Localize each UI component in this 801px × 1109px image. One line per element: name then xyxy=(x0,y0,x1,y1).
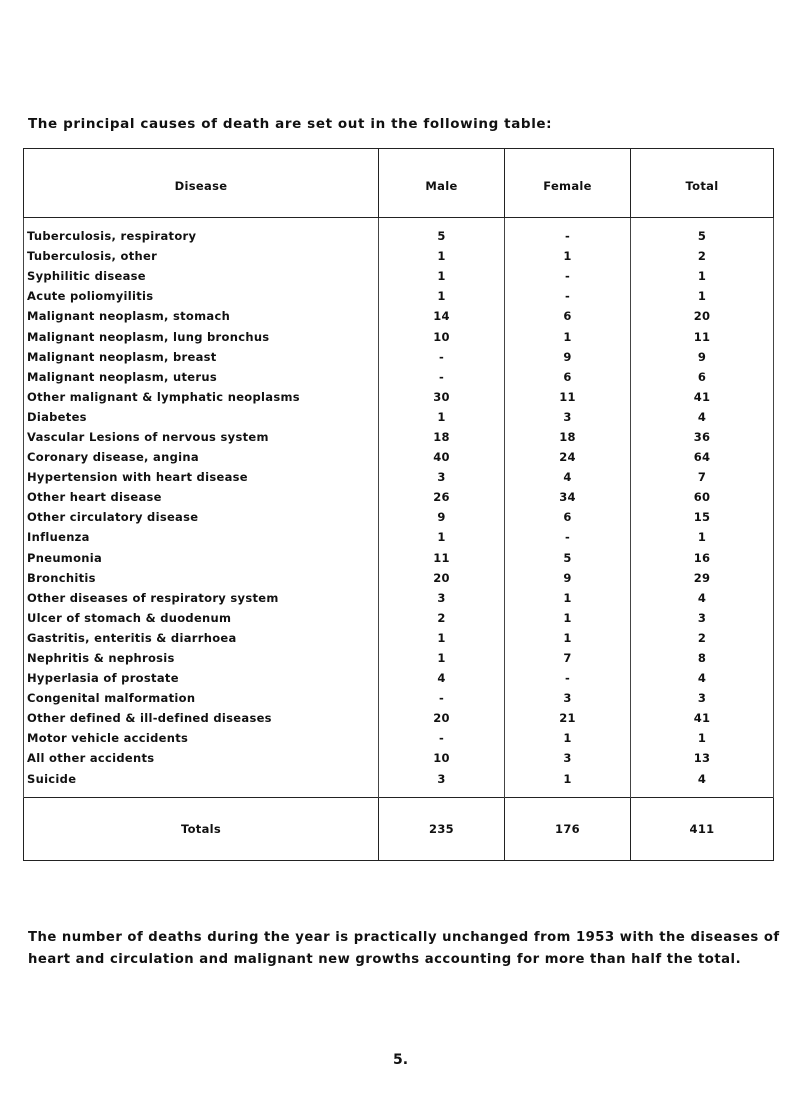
cell-male: 40 xyxy=(379,447,505,467)
cell-disease: Pneumonia xyxy=(24,548,379,568)
cell-male: 1 xyxy=(379,407,505,427)
table-row xyxy=(24,286,774,306)
cell-total: 13 xyxy=(631,748,774,768)
cell-disease: Malignant neoplasm, uterus xyxy=(24,367,379,387)
cell-disease: Malignant neoplasm, stomach xyxy=(24,306,379,326)
cell-total: 20 xyxy=(631,306,774,326)
cell-female: 24 xyxy=(505,447,631,467)
table-row xyxy=(24,708,774,728)
cell-female: 1 xyxy=(505,608,631,628)
cell-total: 2 xyxy=(631,628,774,648)
table-row xyxy=(24,588,774,608)
table-row xyxy=(24,427,774,447)
cell-total: 1 xyxy=(631,266,774,286)
cell-female: 5 xyxy=(505,548,631,568)
table-row xyxy=(24,527,774,547)
cell-disease: Other circulatory disease xyxy=(24,507,379,527)
cell-female: 9 xyxy=(505,568,631,588)
table-row xyxy=(24,548,774,568)
table-row xyxy=(24,367,774,387)
cell-male: 2 xyxy=(379,608,505,628)
cell-male: 9 xyxy=(379,507,505,527)
cell-total: 3 xyxy=(631,688,774,708)
table-row xyxy=(24,568,774,588)
table-row xyxy=(24,246,774,266)
totals-total: 411 xyxy=(631,797,774,860)
table-row xyxy=(24,447,774,467)
cell-total: 60 xyxy=(631,487,774,507)
cell-female: 1 xyxy=(505,769,631,798)
cell-disease: Other diseases of respiratory system xyxy=(24,588,379,608)
cell-disease: Tuberculosis, other xyxy=(24,246,379,266)
cell-disease: Hypertension with heart disease xyxy=(24,467,379,487)
cell-total: 11 xyxy=(631,326,774,346)
cell-male: 1 xyxy=(379,286,505,306)
cell-total: 64 xyxy=(631,447,774,467)
cell-disease: Vascular Lesions of nervous system xyxy=(24,427,379,447)
cell-disease: Syphilitic disease xyxy=(24,266,379,286)
cell-total: 7 xyxy=(631,467,774,487)
cell-female: 34 xyxy=(505,487,631,507)
table-row xyxy=(24,608,774,628)
cell-male: - xyxy=(379,688,505,708)
cell-total: 4 xyxy=(631,407,774,427)
cell-female: 1 xyxy=(505,326,631,346)
table-row xyxy=(24,507,774,527)
cell-female: - xyxy=(505,668,631,688)
cell-disease: Hyperlasia of prostate xyxy=(24,668,379,688)
cell-female: 1 xyxy=(505,588,631,608)
cell-male: 10 xyxy=(379,326,505,346)
cell-male: 3 xyxy=(379,467,505,487)
cell-total: 5 xyxy=(631,218,774,247)
cell-male: 14 xyxy=(379,306,505,326)
cell-female: 21 xyxy=(505,708,631,728)
table-row xyxy=(24,648,774,668)
cell-total: 4 xyxy=(631,668,774,688)
cell-male: 1 xyxy=(379,246,505,266)
cell-disease: Tuberculosis, respiratory xyxy=(24,218,379,247)
cell-male: 11 xyxy=(379,548,505,568)
cell-male: 4 xyxy=(379,668,505,688)
cell-total: 9 xyxy=(631,347,774,367)
cell-male: - xyxy=(379,728,505,748)
summary-paragraph: The number of deaths during the year is practically unchanged from 1953 with the diseases of heart and circulation and malignant new growths accounting for more than half the total. xyxy=(28,930,780,967)
cell-female: 11 xyxy=(505,387,631,407)
cell-female: 1 xyxy=(505,728,631,748)
cell-female: 9 xyxy=(505,347,631,367)
cell-total: 29 xyxy=(631,568,774,588)
cell-total: 1 xyxy=(631,286,774,306)
table-row xyxy=(24,728,774,748)
table-row xyxy=(24,668,774,688)
cell-disease: Acute poliomyilitis xyxy=(24,286,379,306)
cell-male: 20 xyxy=(379,568,505,588)
cell-disease: Ulcer of stomach & duodenum xyxy=(24,608,379,628)
cell-male: 3 xyxy=(379,769,505,798)
table-row xyxy=(24,467,774,487)
cell-male: 5 xyxy=(379,218,505,247)
header-disease: Disease xyxy=(24,149,379,218)
cell-disease: Other heart disease xyxy=(24,487,379,507)
cell-female: 7 xyxy=(505,648,631,668)
header-male: Male xyxy=(379,149,505,218)
cell-female: 3 xyxy=(505,688,631,708)
cell-disease: Influenza xyxy=(24,527,379,547)
cell-male: 20 xyxy=(379,708,505,728)
table-header-row xyxy=(24,149,774,218)
cell-disease: Malignant neoplasm, lung bronchus xyxy=(24,326,379,346)
cell-total: 1 xyxy=(631,527,774,547)
cell-disease: Bronchitis xyxy=(24,568,379,588)
intro-text: The principal causes of death are set out in the following table: xyxy=(28,116,553,132)
totals-row xyxy=(24,797,774,860)
cell-male: 1 xyxy=(379,648,505,668)
cell-disease: Congenital malformation xyxy=(24,688,379,708)
causes-of-death-table xyxy=(23,148,774,861)
table-row xyxy=(24,266,774,286)
table-row xyxy=(24,628,774,648)
cell-female: 3 xyxy=(505,407,631,427)
table-row xyxy=(24,306,774,326)
cell-female: 1 xyxy=(505,628,631,648)
table-body xyxy=(24,218,774,798)
cell-total: 4 xyxy=(631,588,774,608)
table-row xyxy=(24,387,774,407)
cell-female: 3 xyxy=(505,748,631,768)
cell-female: 6 xyxy=(505,367,631,387)
cell-female: - xyxy=(505,218,631,247)
table-row xyxy=(24,218,774,247)
cell-female: 4 xyxy=(505,467,631,487)
cell-total: 2 xyxy=(631,246,774,266)
cell-male: 30 xyxy=(379,387,505,407)
cell-male: 18 xyxy=(379,427,505,447)
table-row xyxy=(24,487,774,507)
table-row xyxy=(24,769,774,798)
cell-male: 1 xyxy=(379,266,505,286)
cell-disease: Other malignant & lymphatic neoplasms xyxy=(24,387,379,407)
cell-female: 1 xyxy=(505,246,631,266)
cell-male: 10 xyxy=(379,748,505,768)
cell-female: 18 xyxy=(505,427,631,447)
cell-disease: Gastritis, enteritis & diarrhoea xyxy=(24,628,379,648)
totals-label: Totals xyxy=(24,797,379,860)
cell-female: 6 xyxy=(505,306,631,326)
cell-male: - xyxy=(379,347,505,367)
totals-male: 235 xyxy=(379,797,505,860)
cell-disease: Suicide xyxy=(24,769,379,798)
cell-female: - xyxy=(505,266,631,286)
cell-total: 15 xyxy=(631,507,774,527)
cell-total: 1 xyxy=(631,728,774,748)
cell-disease: Other defined & ill-defined diseases xyxy=(24,708,379,728)
cell-disease: Coronary disease, angina xyxy=(24,447,379,467)
cell-disease: Malignant neoplasm, breast xyxy=(24,347,379,367)
header-total: Total xyxy=(631,149,774,218)
header-female: Female xyxy=(505,149,631,218)
cell-total: 41 xyxy=(631,708,774,728)
cell-male: 1 xyxy=(379,527,505,547)
table-row xyxy=(24,688,774,708)
cell-total: 36 xyxy=(631,427,774,447)
cell-total: 4 xyxy=(631,769,774,798)
cell-female: - xyxy=(505,527,631,547)
cell-male: 1 xyxy=(379,628,505,648)
page-number: 5. xyxy=(392,1052,409,1068)
cell-male: - xyxy=(379,367,505,387)
cell-disease: Nephritis & nephrosis xyxy=(24,648,379,668)
table-row xyxy=(24,748,774,768)
cell-male: 3 xyxy=(379,588,505,608)
cell-total: 41 xyxy=(631,387,774,407)
table-row xyxy=(24,326,774,346)
cell-disease: Diabetes xyxy=(24,407,379,427)
cell-disease: All other accidents xyxy=(24,748,379,768)
cell-female: 6 xyxy=(505,507,631,527)
table-row xyxy=(24,347,774,367)
cell-total: 3 xyxy=(631,608,774,628)
cell-total: 8 xyxy=(631,648,774,668)
table-row xyxy=(24,407,774,427)
cell-male: 26 xyxy=(379,487,505,507)
totals-female: 176 xyxy=(505,797,631,860)
cell-total: 16 xyxy=(631,548,774,568)
cell-total: 6 xyxy=(631,367,774,387)
cell-female: - xyxy=(505,286,631,306)
cell-disease: Motor vehicle accidents xyxy=(24,728,379,748)
